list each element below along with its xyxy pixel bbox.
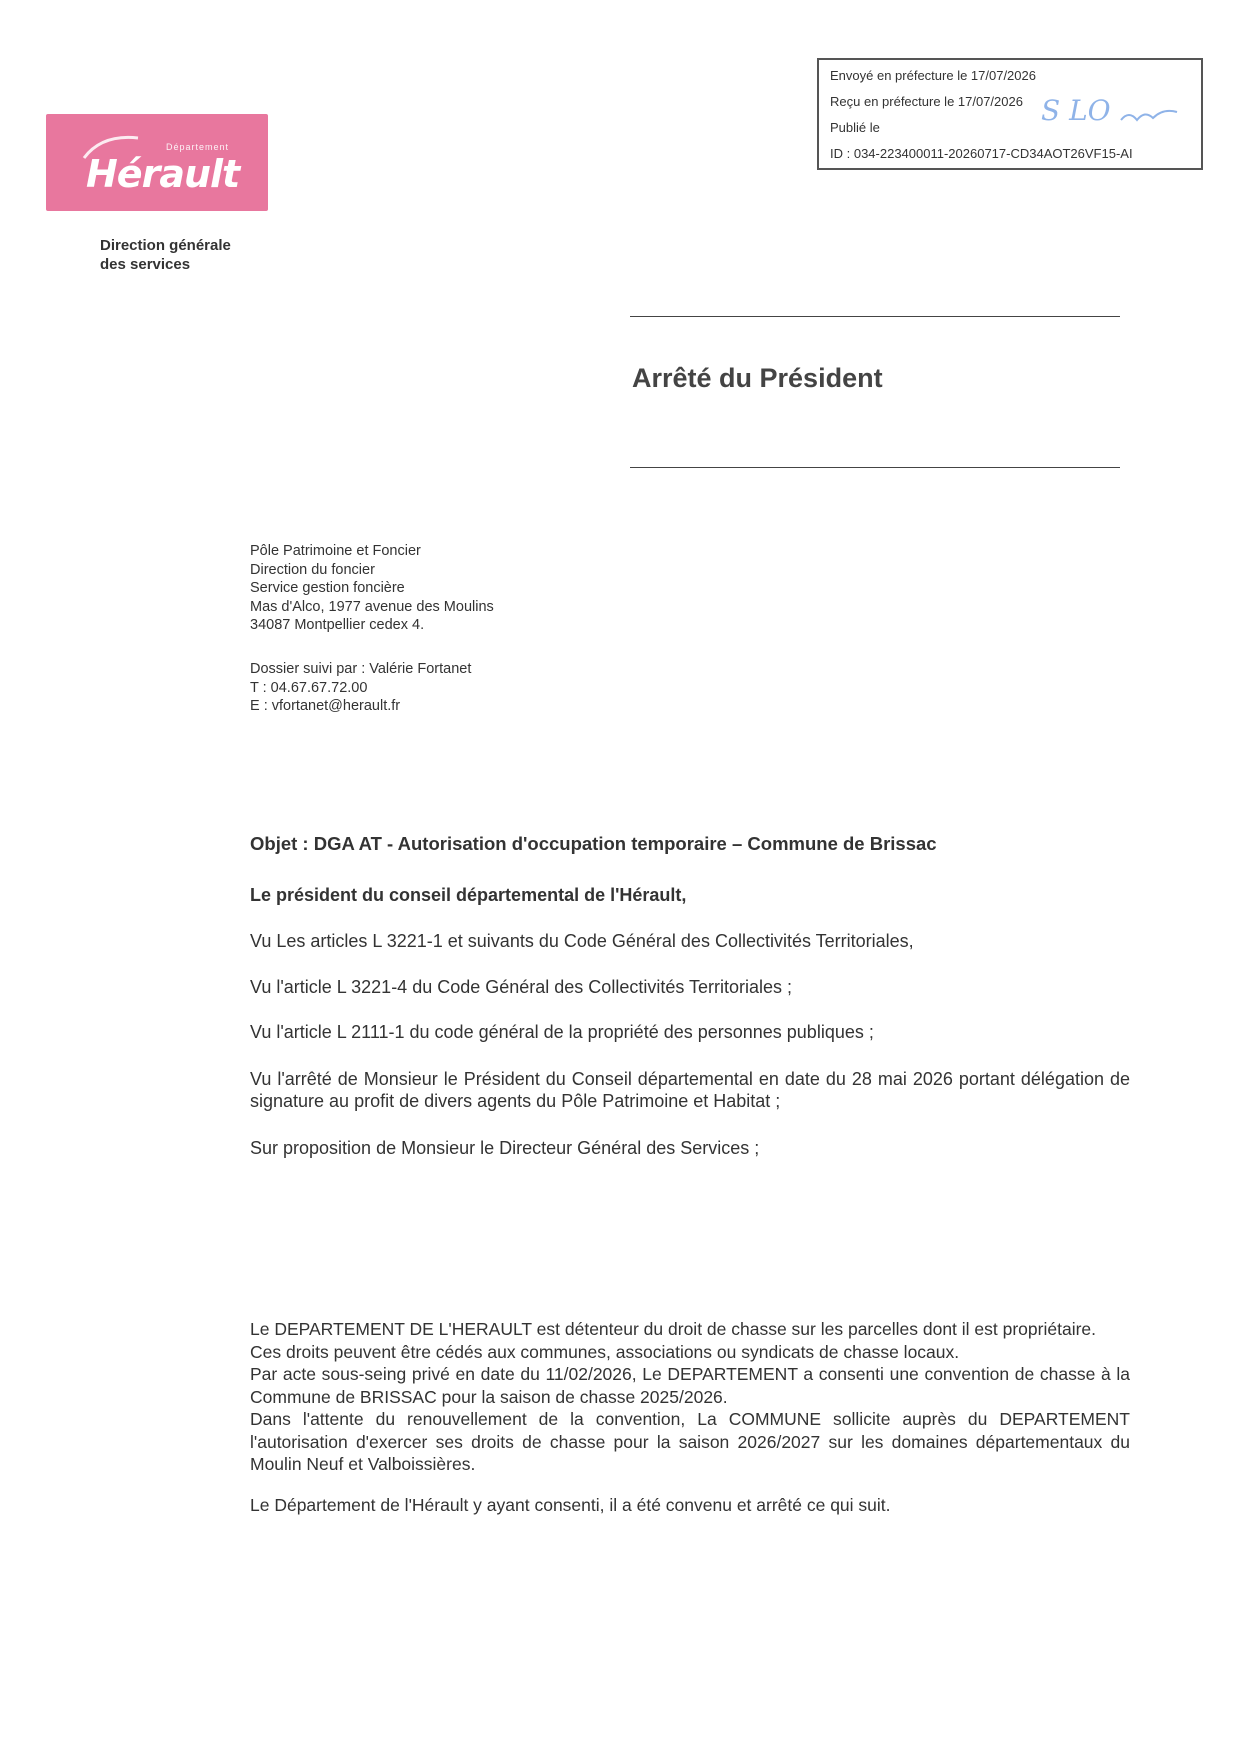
sender-address [250,542,494,635]
address-line: Service gestion foncière [250,580,405,596]
logo-small-text: Département [166,142,230,152]
contact-line: E : vfortanet@herault.fr [250,698,401,714]
subject-line: Objet : DGA AT - Autorisation d'occupation temporaire – Commune de Brissac [250,833,937,854]
title-rule-top [630,316,1120,317]
address-line: Mas d'Alco, 1977 avenue des Moulins [250,598,494,615]
considerant-item: Vu l'article L 2111-1 du code général de la propriété des personnes publiques ; [250,1022,874,1042]
expose-paragraph: Dans l'attente du renouvellement de la convention, La COMMUNE sollicite auprès du DEPARTEMENT l'autorisation d'exercer ses droits de chasse pour la saison 2026/2027 sur les domaines départementaux du Moulin Neuf et Valboissières. [250,1409,1130,1474]
contact-line: Dossier suivi par : Valérie Fortanet [250,661,472,677]
direction-line: Direction générale [100,237,231,254]
stamp-sent-line: Envoyé en préfecture le 17/07/2026 [830,68,1036,83]
expose-paragraph: Par acte sous-seing privé en date du 11/02/2026, Le DEPARTEMENT a consenti une convention de chasse à la Commune de BRISSAC pour la saison de chasse 2025/2026. [250,1364,1130,1407]
page-title: Arrêté du Président [632,363,883,393]
president-heading: Le président du conseil départemental de l'Hérault, [250,885,687,905]
stamp-id-line: ID : 034-223400011-20260717-CD34AOT26VF15-AI [830,146,1133,161]
contact-line: T : 04.67.67.72.00 [250,679,368,696]
expose-paragraph: Ces droits peuvent être cédés aux communes, associations ou syndicats de chasse locaux. [250,1341,960,1362]
conclusion-paragraph: Le Département de l'Hérault y ayant consenti, il a été convenu et arrêté ce qui suit. [250,1494,891,1515]
address-line: Direction du foncier [250,561,375,578]
address-line: 34087 Montpellier cedex 4. [250,617,425,633]
handwritten-mark: S LO [1041,94,1111,127]
stamp-published-line: Publié le [830,120,880,135]
expose-paragraph: Le DEPARTEMENT DE L'HERAULT est détenteur du droit de chasse sur les parcelles dont il est propriétaire. [250,1319,1096,1339]
considerant-item: Vu Les articles L 3221-1 et suivants du Code Général des Collectivités Territoriales, [250,931,914,951]
considerant-item: Vu l'article L 3221-4 du Code Général des Collectivités Territoriales ; [250,977,793,997]
title-rule-bottom [630,467,1120,468]
sender-contact [250,660,471,716]
direction-label [100,236,231,274]
considerant-item: Vu l'arrêté de Monsieur le Président du Conseil départemental en date du 28 mai 2026 portant délégation de signature au profit de divers agents du Pôle Patrimoine et Habitat ; [250,1069,1130,1111]
expose-block [250,1318,1130,1516]
handwritten-flourish-icon [1119,106,1179,126]
address-line: Pôle Patrimoine et Foncier [250,543,421,559]
prefecture-stamp [817,58,1203,170]
logo-big-text: Hérault [86,152,240,196]
stamp-received-line: Reçu en préfecture le 17/07/2026 [830,94,1023,109]
herault-logo [46,114,268,211]
direction-line: des services [100,256,191,273]
considerant-item: Sur proposition de Monsieur le Directeur Général des Services ; [250,1138,760,1158]
